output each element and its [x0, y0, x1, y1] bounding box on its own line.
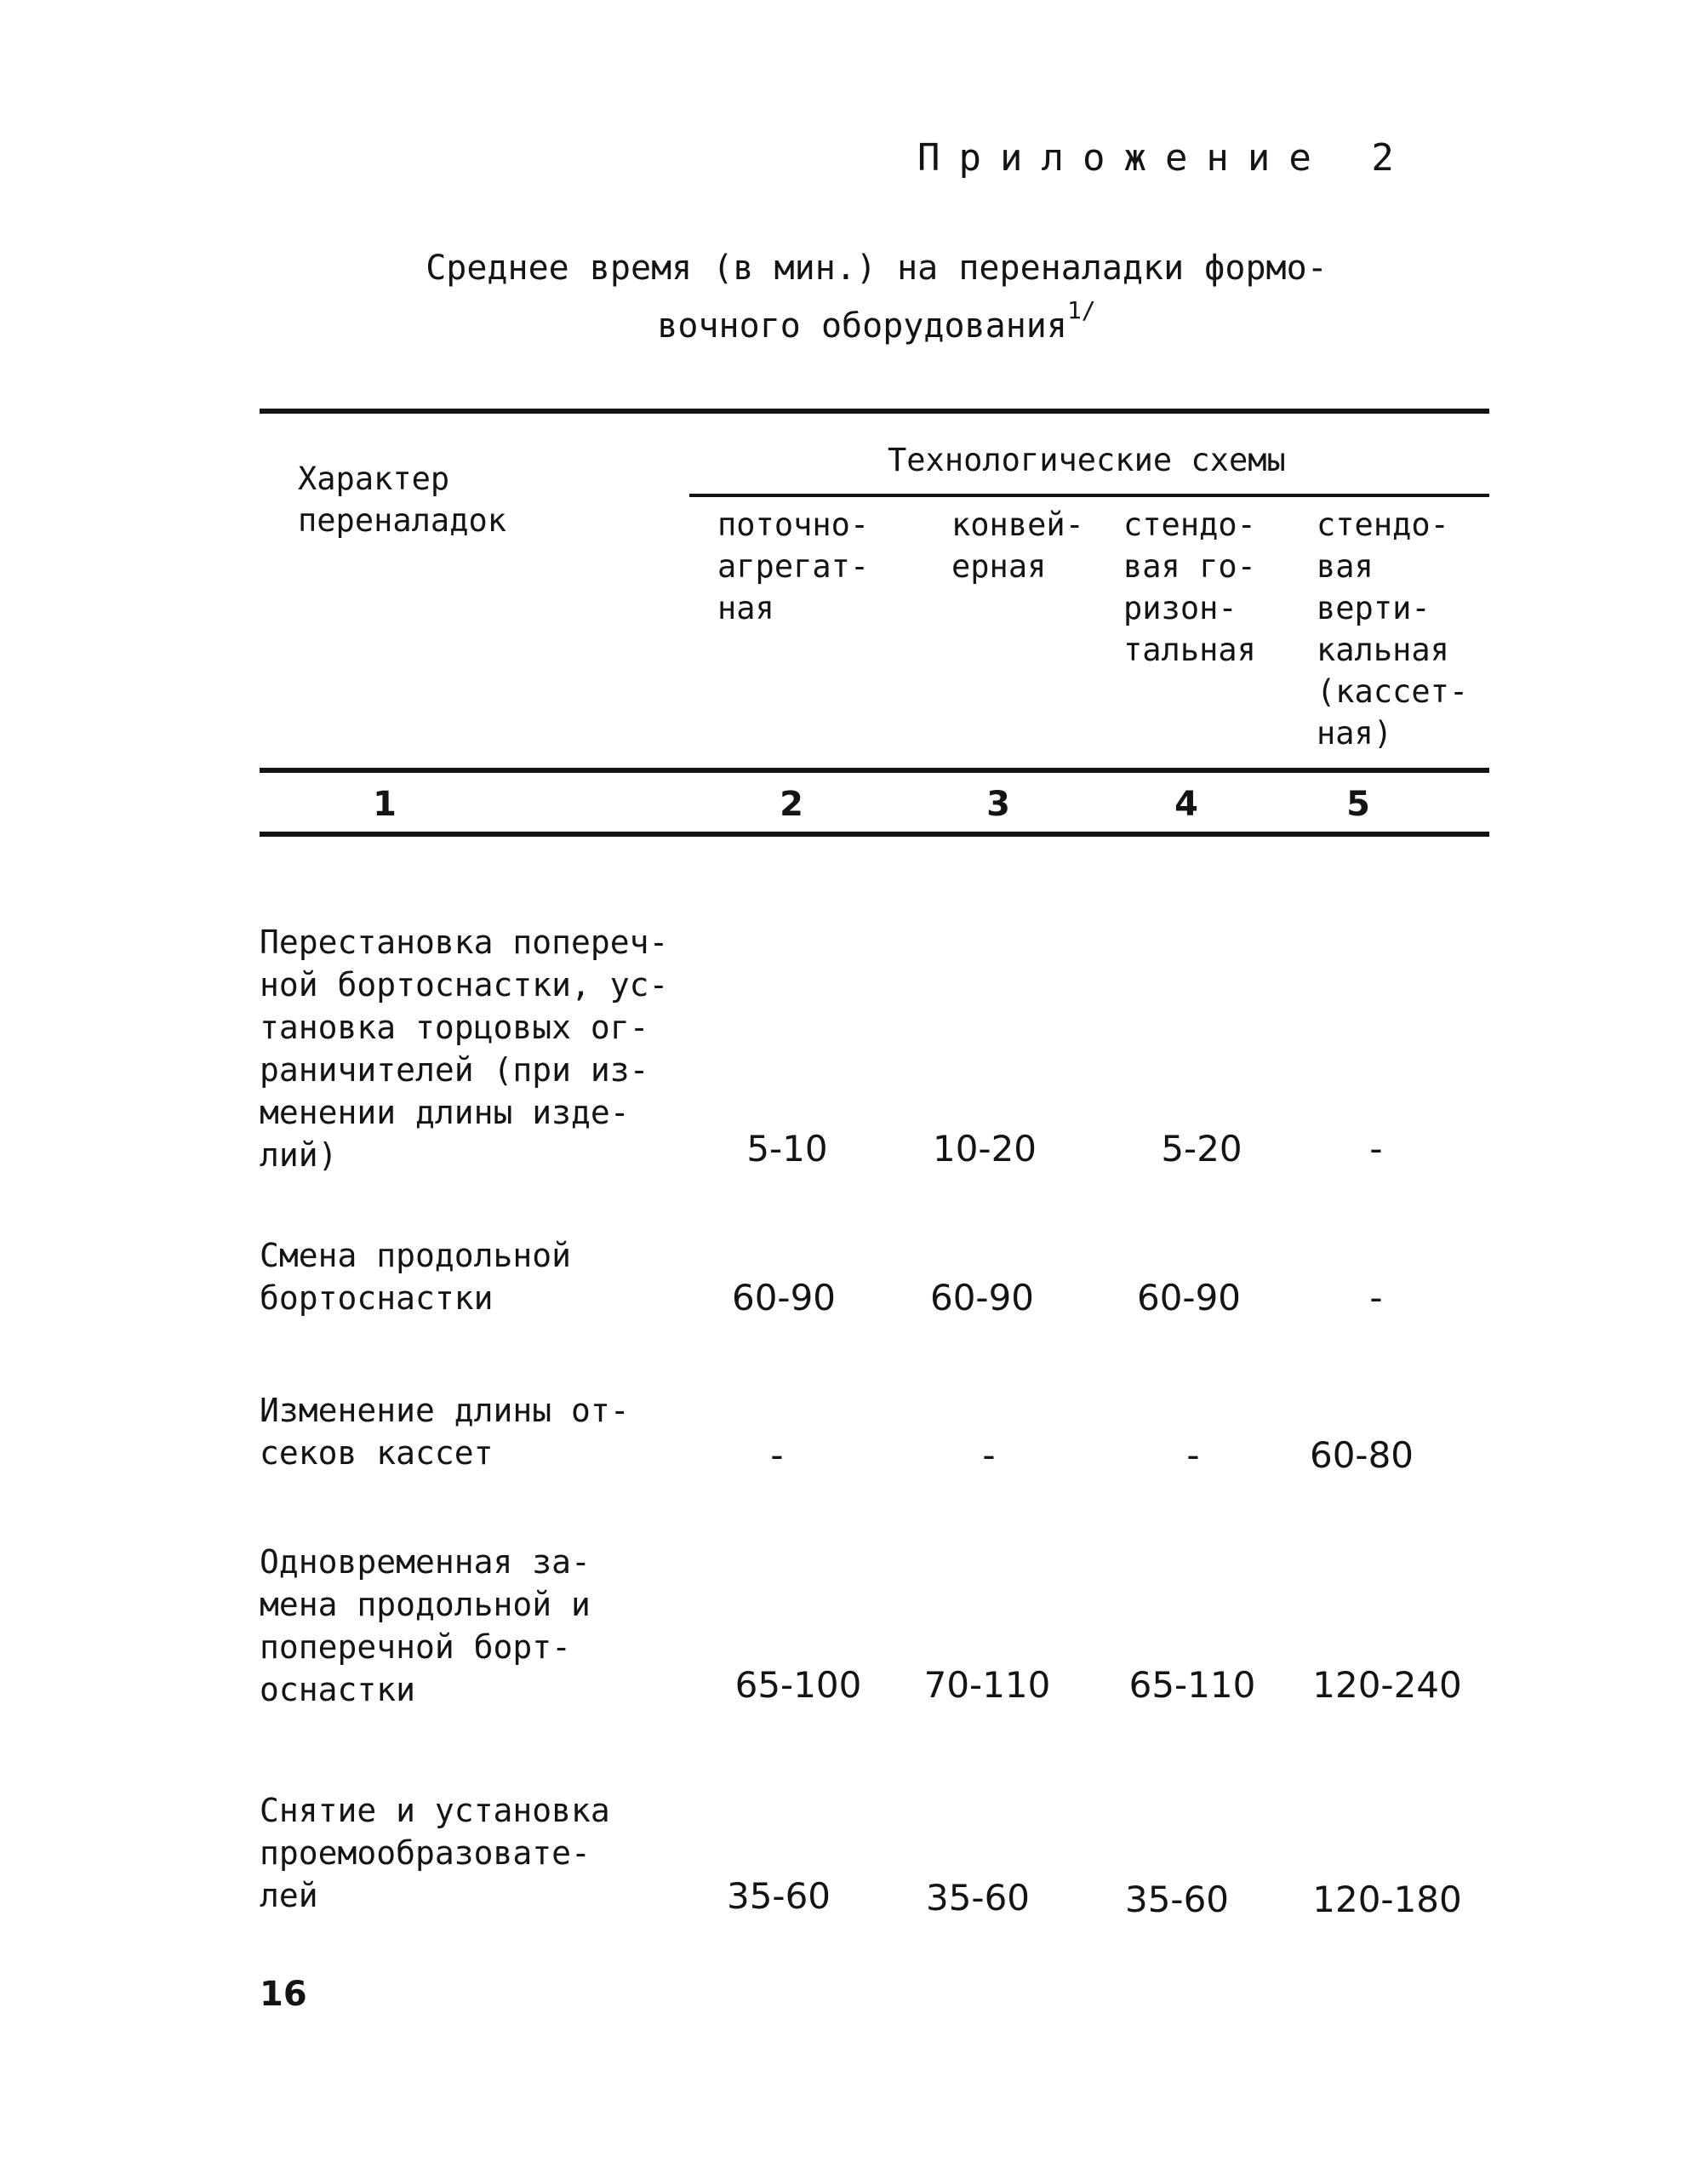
- row5-value-col3: 35-60: [925, 1877, 1031, 1919]
- numbers-bottom-rule: [260, 832, 1489, 837]
- row2-value-col5: -: [1369, 1277, 1383, 1318]
- title-line-1: Среднее время (в мин.) на переналадки формо-: [426, 249, 1328, 288]
- row4-value-col2: 65-100: [734, 1664, 862, 1706]
- row2-value-col2: 60-90: [731, 1277, 837, 1318]
- row1-value-col2: 5-10: [746, 1128, 828, 1170]
- row3-value-col5: 60-80: [1309, 1434, 1414, 1476]
- row3-value-col4: -: [1186, 1434, 1200, 1476]
- row1-value-col4: 5-20: [1161, 1128, 1242, 1170]
- row4-value-col4: 65-110: [1128, 1664, 1256, 1706]
- row5-value-col4: 35-60: [1124, 1879, 1230, 1920]
- row-label-transverse-rearrangement: Перестановка попереч- ной бортоснастки, ус- тановка торцовых ог- раничителей (при из- менении длины изде- лий): [260, 924, 669, 1174]
- header-bottom-rule: [260, 768, 1489, 773]
- row5-value-col2: 35-60: [726, 1875, 831, 1917]
- title-line-2: вочного оборудования: [657, 306, 1067, 346]
- row1-value-col3: 10-20: [932, 1128, 1037, 1170]
- group-header: Технологические схемы: [888, 442, 1286, 478]
- row-label-longitudinal-change: Смена продольной бортоснастки: [260, 1237, 572, 1317]
- col-number-5: 5: [1346, 785, 1370, 824]
- col-number-4: 4: [1174, 785, 1198, 824]
- group-header-rule: [689, 494, 1489, 497]
- row-label-simultaneous-replacement: Одновременная за- мена продольной и поперечной борт- оснастки: [260, 1543, 591, 1708]
- row3-value-col3: -: [982, 1434, 996, 1476]
- footnote-mark: 1/: [1066, 296, 1096, 324]
- row4-value-col3: 70-110: [923, 1664, 1051, 1706]
- col-header-stand-vertical: стендо- вая верти- кальная (кассет- ная): [1317, 506, 1469, 752]
- table-title: [374, 247, 1379, 347]
- row2-value-col3: 60-90: [929, 1277, 1035, 1318]
- row2-value-col4: 60-90: [1136, 1277, 1242, 1318]
- col-number-1: 1: [373, 785, 397, 824]
- page-number: 16: [260, 1975, 307, 2014]
- row5-value-col5: 120-180: [1312, 1879, 1462, 1920]
- row-label-opening-formers: Снятие и установка проемообразовате- лей: [260, 1792, 610, 1914]
- row4-value-col5: 120-240: [1312, 1664, 1462, 1706]
- col-header-conveyor: конвей- ерная: [951, 506, 1084, 585]
- table-top-rule: [260, 409, 1489, 414]
- appendix-label: Приложение 2: [917, 136, 1413, 180]
- row1-value-col5: -: [1369, 1128, 1383, 1170]
- col-header-stand-horizontal: стендо- вая го- ризон- тальная: [1123, 506, 1256, 668]
- col-number-2: 2: [780, 785, 803, 824]
- col-header-flow-aggregate: поточно- агрегат- ная: [717, 506, 870, 626]
- row3-value-col2: -: [770, 1434, 784, 1476]
- col-number-3: 3: [986, 785, 1010, 824]
- col1-header: Характер переналадок: [298, 460, 507, 539]
- row-label-cassette-length: Изменение длины от- секов кассет: [260, 1392, 630, 1472]
